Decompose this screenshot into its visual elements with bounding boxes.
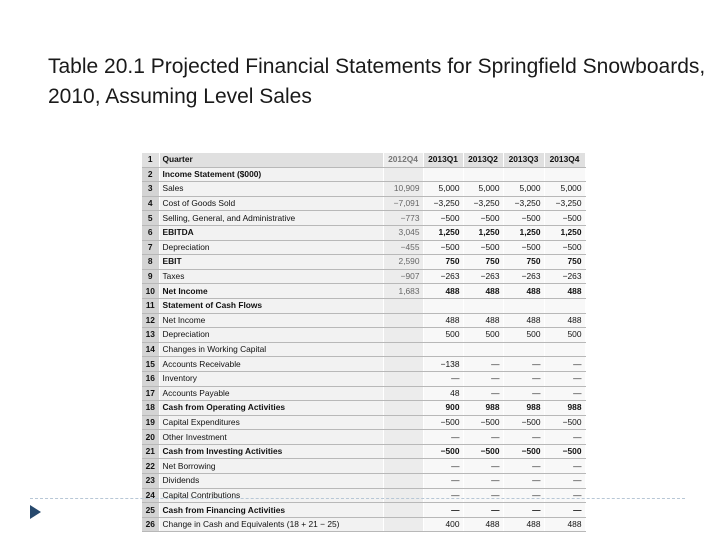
table-row [142, 240, 585, 255]
table-cell: −263 [423, 269, 463, 284]
table-cell: −500 [463, 415, 503, 430]
table-cell: — [423, 474, 463, 489]
table-cell: 750 [503, 255, 544, 270]
table-row [142, 269, 585, 284]
table-cell [383, 517, 423, 532]
table-row [142, 255, 585, 270]
table-cell: 2,590 [383, 255, 423, 270]
row-label: Inventory [159, 371, 383, 386]
column-header: 2013Q3 [503, 153, 544, 167]
row-label: Depreciation [159, 240, 383, 255]
table-cell: −7,091 [383, 196, 423, 211]
row-number: 26 [142, 517, 159, 532]
row-number: 3 [142, 182, 159, 197]
row-label: Change in Cash and Equivalents (18 + 21 − 25) [159, 517, 383, 532]
row-number: 1 [142, 153, 159, 167]
table-cell: −500 [423, 240, 463, 255]
table-cell: — [544, 459, 585, 474]
row-label: Cash from Financing Activities [159, 503, 383, 518]
table-row [142, 342, 585, 357]
table-cell: 1,250 [503, 225, 544, 240]
row-label: Statement of Cash Flows [159, 298, 383, 313]
table-cell: −455 [383, 240, 423, 255]
row-label: Capital Expenditures [159, 415, 383, 430]
table-cell: 488 [503, 284, 544, 299]
table-cell [383, 371, 423, 386]
row-number: 17 [142, 386, 159, 401]
row-label: Taxes [159, 269, 383, 284]
table-cell: −3,250 [544, 196, 585, 211]
table-cell: 488 [423, 284, 463, 299]
table-row [142, 415, 585, 430]
table-cell [383, 488, 423, 503]
table-cell [544, 167, 585, 182]
table-row [142, 444, 585, 459]
table-row [142, 182, 585, 197]
table-cell: — [423, 371, 463, 386]
row-label: Net Income [159, 284, 383, 299]
table-cell: — [503, 459, 544, 474]
table-cell: −500 [503, 415, 544, 430]
table-cell: — [423, 430, 463, 445]
table-row [142, 328, 585, 343]
table-cell: — [544, 430, 585, 445]
table-cell: −3,250 [463, 196, 503, 211]
row-number: 21 [142, 444, 159, 459]
row-number: 9 [142, 269, 159, 284]
table-cell: −3,250 [503, 196, 544, 211]
table-cell: — [463, 488, 503, 503]
table-cell [383, 328, 423, 343]
table-cell: 5,000 [463, 182, 503, 197]
row-label: Net Borrowing [159, 459, 383, 474]
table-cell [383, 459, 423, 474]
table-row [142, 313, 585, 328]
table-cell: — [544, 503, 585, 518]
table-cell: 488 [544, 284, 585, 299]
table-cell [544, 342, 585, 357]
table-cell: −500 [463, 211, 503, 226]
table-row [142, 357, 585, 372]
table-cell: 488 [503, 517, 544, 532]
table-cell: 750 [544, 255, 585, 270]
row-label: Net Income [159, 313, 383, 328]
table-cell [463, 298, 503, 313]
table-row [142, 401, 585, 416]
table-cell: 5,000 [423, 182, 463, 197]
table-cell: — [503, 357, 544, 372]
table-cell: — [544, 474, 585, 489]
table-row [142, 211, 585, 226]
table-cell: 488 [463, 284, 503, 299]
table-cell: — [463, 357, 503, 372]
table-cell: 500 [463, 328, 503, 343]
slide-title: Table 20.1 Projected Financial Statements for Springfield Snowboards, 2010, Assuming Level Sales [48, 55, 706, 108]
table-cell: 5,000 [503, 182, 544, 197]
table-cell: — [503, 474, 544, 489]
footer-divider [30, 498, 685, 499]
table-cell: 750 [463, 255, 503, 270]
table-row [142, 371, 585, 386]
row-number: 22 [142, 459, 159, 474]
table-cell [383, 444, 423, 459]
table-cell: 988 [544, 401, 585, 416]
table-cell [423, 342, 463, 357]
table-cell: 488 [544, 313, 585, 328]
row-label: Selling, General, and Administrative [159, 211, 383, 226]
row-number: 24 [142, 488, 159, 503]
table-row [142, 196, 585, 211]
row-number: 15 [142, 357, 159, 372]
row-number: 5 [142, 211, 159, 226]
row-number: 20 [142, 430, 159, 445]
table-cell: — [463, 459, 503, 474]
table-cell: −500 [463, 240, 503, 255]
table-cell: −500 [544, 415, 585, 430]
column-header: 2013Q2 [463, 153, 503, 167]
row-number: 14 [142, 342, 159, 357]
table-cell: 500 [503, 328, 544, 343]
table-cell: −263 [503, 269, 544, 284]
column-header: 2013Q1 [423, 153, 463, 167]
row-number: 6 [142, 225, 159, 240]
table-cell: — [423, 459, 463, 474]
table-cell [383, 167, 423, 182]
table-cell: −500 [423, 444, 463, 459]
table-cell [383, 386, 423, 401]
table-cell: 48 [423, 386, 463, 401]
row-number: 23 [142, 474, 159, 489]
row-number: 18 [142, 401, 159, 416]
table-cell [503, 298, 544, 313]
header-label: Quarter [159, 153, 383, 167]
row-number: 19 [142, 415, 159, 430]
table-row [142, 386, 585, 401]
table-cell: −500 [423, 211, 463, 226]
row-number: 12 [142, 313, 159, 328]
table-cell: — [503, 488, 544, 503]
table-cell: — [503, 430, 544, 445]
row-number: 7 [142, 240, 159, 255]
row-number: 8 [142, 255, 159, 270]
table-cell: 488 [463, 313, 503, 328]
table-row [142, 298, 585, 313]
row-label: EBIT [159, 255, 383, 270]
table-row [142, 284, 585, 299]
row-label: Income Statement ($000) [159, 167, 383, 182]
row-label: Dividends [159, 474, 383, 489]
table-cell: — [463, 371, 503, 386]
table-cell [383, 430, 423, 445]
table-cell: 988 [503, 401, 544, 416]
table-cell [383, 298, 423, 313]
table-cell: — [544, 371, 585, 386]
row-label: Other Investment [159, 430, 383, 445]
row-label: Depreciation [159, 328, 383, 343]
row-number: 25 [142, 503, 159, 518]
table-cell: — [503, 503, 544, 518]
table-cell: −3,250 [423, 196, 463, 211]
table-cell [383, 313, 423, 328]
table-cell: 10,909 [383, 182, 423, 197]
table-cell: −500 [503, 240, 544, 255]
table-cell: — [544, 357, 585, 372]
table-cell [423, 167, 463, 182]
table-cell: 500 [544, 328, 585, 343]
table-cell: 488 [503, 313, 544, 328]
table-cell [463, 342, 503, 357]
table-cell: −500 [423, 415, 463, 430]
table-cell [463, 167, 503, 182]
table-row [142, 167, 585, 182]
table-cell: −500 [544, 444, 585, 459]
table-cell [503, 342, 544, 357]
table-row [142, 225, 585, 240]
row-label: Changes in Working Capital [159, 342, 383, 357]
table-cell: 1,250 [544, 225, 585, 240]
table-cell [383, 357, 423, 372]
column-header: 2013Q4 [544, 153, 585, 167]
table-cell [383, 503, 423, 518]
table-row [142, 474, 585, 489]
table-cell: — [463, 503, 503, 518]
table-row [142, 517, 585, 532]
table-cell: 1,250 [423, 225, 463, 240]
table-cell: — [463, 430, 503, 445]
row-label: Cash from Operating Activities [159, 401, 383, 416]
row-label: Cash from Investing Activities [159, 444, 383, 459]
table-cell [383, 474, 423, 489]
table-cell: 988 [463, 401, 503, 416]
table-cell: −773 [383, 211, 423, 226]
table-row [142, 488, 585, 503]
table-cell [544, 298, 585, 313]
table-cell: — [503, 386, 544, 401]
row-number: 11 [142, 298, 159, 313]
table-cell [383, 342, 423, 357]
row-number: 2 [142, 167, 159, 182]
table-cell: — [463, 474, 503, 489]
table-cell [383, 401, 423, 416]
table-cell: 488 [544, 517, 585, 532]
column-header: 2012Q4 [383, 153, 423, 167]
table-cell: — [463, 386, 503, 401]
financial-statements-table-image [142, 153, 585, 530]
table-cell: 900 [423, 401, 463, 416]
table-row [142, 459, 585, 474]
bullet-triangle-icon [30, 505, 41, 519]
row-label: Sales [159, 182, 383, 197]
table-cell: −500 [544, 240, 585, 255]
table-cell: — [503, 371, 544, 386]
table-cell: — [423, 503, 463, 518]
table-cell: 5,000 [544, 182, 585, 197]
row-label: Accounts Receivable [159, 357, 383, 372]
row-label: Capital Contributions [159, 488, 383, 503]
table-cell: 400 [423, 517, 463, 532]
table-cell: −263 [463, 269, 503, 284]
row-number: 16 [142, 371, 159, 386]
row-label: Accounts Payable [159, 386, 383, 401]
row-label: Cost of Goods Sold [159, 196, 383, 211]
table-cell: −500 [503, 211, 544, 226]
row-number: 13 [142, 328, 159, 343]
table-cell: 500 [423, 328, 463, 343]
table-cell [503, 167, 544, 182]
table-cell: 750 [423, 255, 463, 270]
table-cell [423, 298, 463, 313]
table-row [142, 503, 585, 518]
table-cell: — [544, 488, 585, 503]
row-number: 10 [142, 284, 159, 299]
table-cell: 488 [423, 313, 463, 328]
row-number: 4 [142, 196, 159, 211]
table-cell: 488 [463, 517, 503, 532]
table-cell: — [423, 488, 463, 503]
table-cell: 1,250 [463, 225, 503, 240]
table-cell: −138 [423, 357, 463, 372]
table-cell [383, 415, 423, 430]
table-header-row [142, 153, 585, 167]
table-cell: 3,045 [383, 225, 423, 240]
table-cell: — [544, 386, 585, 401]
table-cell: −907 [383, 269, 423, 284]
table-cell: −500 [463, 444, 503, 459]
table-cell: −500 [503, 444, 544, 459]
table-cell: 1,683 [383, 284, 423, 299]
table-cell: −263 [544, 269, 585, 284]
table-row [142, 430, 585, 445]
financial-table [142, 153, 586, 532]
table-cell: −500 [544, 211, 585, 226]
row-label: EBITDA [159, 225, 383, 240]
